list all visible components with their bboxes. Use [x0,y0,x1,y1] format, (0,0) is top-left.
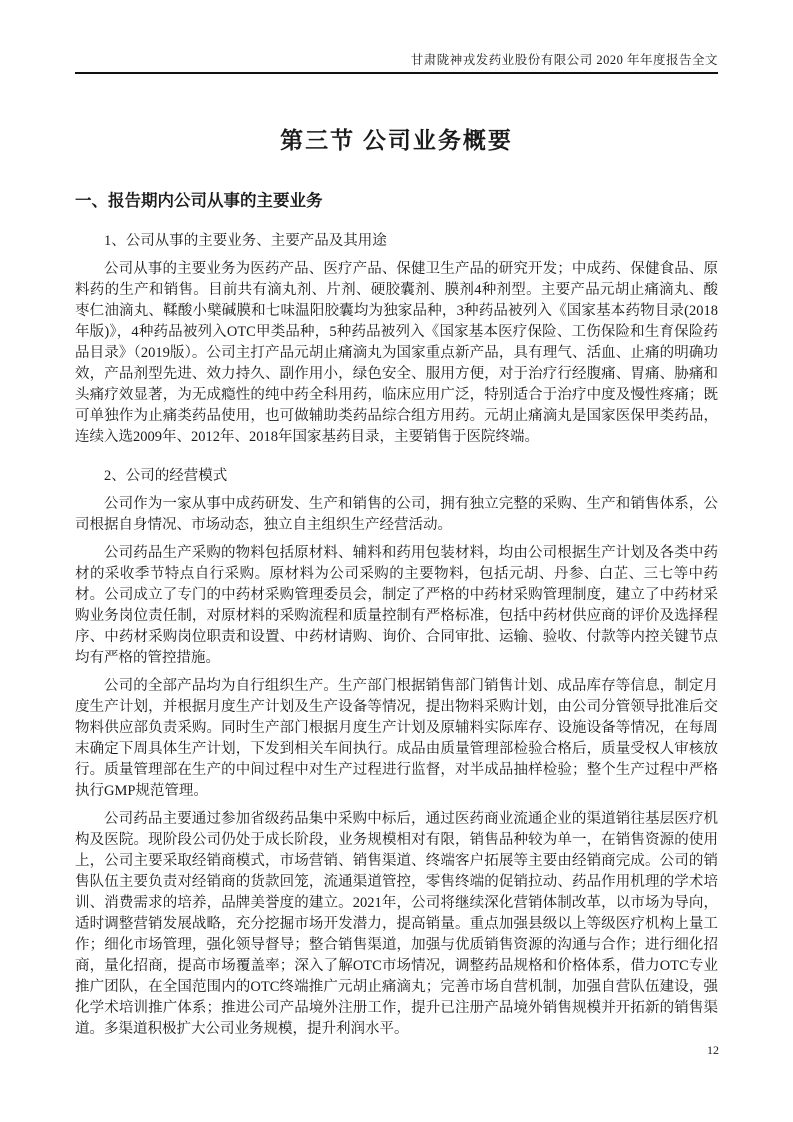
subsection-heading-1: 1、公司从事的主要业务、主要产品及其用途 [104,233,387,249]
page-content [75,0,718,1040]
paragraph-operating-model-overview: 公司作为一家从事中成药研发、生产和销售的公司，拥有独立完整的采购、生产和销售体系，公司根据自身情况、市场动态，独立自主组织生产经营活动。 [75,496,718,533]
page-number: 12 [707,1043,719,1057]
report-header-text: 甘肃陇神戎发药业股份有限公司 2020 年年度报告全文 [410,53,718,67]
paragraph-sales-model: 公司药品主要通过参加省级药品集中采购中标后，通过医药商业流通企业的渠道销往基层医疗机构及医院。现阶段公司仍处于成长阶段，业务规模相对有限，销售品种较为单一，在销售资源的使用上，公司主要采取经销商模式，市场营销、销售渠道、终端客户拓展等主要由经销商完成。公司的销售队伍主要负责对经销商的货款回笼，流通渠道管控，零售终端的促销拉动、药品作用机理的学术培训、消费需求的培养，品牌美誉度的建立。2021年，公司将继续深化营销体制改革，以市场为导向，适时调整营销发展战略，充分挖掘市场开发潜力，提高销量。重点加强县级以上等级医疗机构上量工作；细化市场管理，强化领导督导；整合销售渠道，加强与优质销售资源的沟通与合作；进行细化招商，量化招商，提高市场覆盖率；深入了解OTC市场情况，调整药品规格和价格体系，借力OTC专业推广团队，在全国范围内的OTC终端推广元胡止痛滴丸；完善市场自营机制，加强自营队伍建设，强化学术培训推广体系；推进公司产品境外注册工作，提升已注册产品境外销售规模并开拓新的销售渠道。多渠道积极扩大公司业务规模，提升利润水平。 [75,811,718,1037]
paragraph-procurement-model: 公司药品生产采购的物料包括原材料、辅料和药用包装材料，均由公司根据生产计划及各类中药材的采收季节特点自行采购。原材料为公司采购的主要物料，包括元胡、丹参、白芷、三七等中药材。公司成立了专门的中药材采购管理委员会，制定了严格的中药材采购管理制度，建立了中药材采购业务岗位责任制，对原材料的采购流程和质量控制有严格标准，包括中药材供应商的评价及选择程序、中药材采购岗位职责和设置、中药材请购、询价、合同审批、运输、验收、付款等内控关键节点均有严格的管控措施。 [75,545,718,666]
page-title: 第三节 公司业务概要 [280,128,513,153]
subsection-heading-2: 2、公司的经营模式 [104,468,228,484]
section-heading-main-business: 一、报告期内公司从事的主要业务 [75,192,323,210]
paragraph-production-model: 公司的全部产品均为自行组织生产。生产部门根据销售部门销售计划、成品库存等信息，制定月度生产计划，并根据月度生产计划及生产设备等情况，提出物料采购计划，由公司分管领导批准后交物料供应部负责采购。同时生产部门根据月度生产计划及原辅料实际库存、设施设备等情况，在每周末确定下周具体生产计划，下发到相关车间执行。成品由质量管理部检验合格后，质量受权人审核放行。质量管理部在生产的中间过程中对生产过程进行监督，对半成品抽样检验；整个生产过程中严格执行GMP规范管理。 [75,678,718,799]
report-header [75,0,718,74]
paragraph-main-business: 公司从事的主要业务为医药产品、医疗产品、保健卫生产品的研究开发；中成药、保健食品、原料药的生产和销售。目前共有滴丸剂、片剂、硬胶囊剂、膜剂4种剂型。主要产品元胡止痛滴丸、酸枣仁油滴丸、鞣酸小檗碱膜和七味温阳胶囊均为独家品种，3种药品被列入《国家基本药物目录(2018年版)》，4种药品被列入OTC甲类品种，5种药品被列入《国家基本医疗保险、工伤保险和生育保险药品目录》（2019版）。公司主打产品元胡止痛滴丸为国家重点新产品，具有理气、活血、止痛的明确功效，产品剂型先进、效力持久、副作用小，绿色安全、服用方便，对于治疗行经腹痛、胃痛、胁痛和头痛疗效显著，为无成瘾性的纯中药全科用药，临床应用广泛，特别适合于治疗中度及慢性疼痛；既可单独作为止痛类药品使用，也可做辅助类药品综合组方用药。元胡止痛滴丸是国家医保甲类药品，连续入选2009年、2012年、2018年国家基药目录，主要销售于医院终端。 [75,261,718,445]
